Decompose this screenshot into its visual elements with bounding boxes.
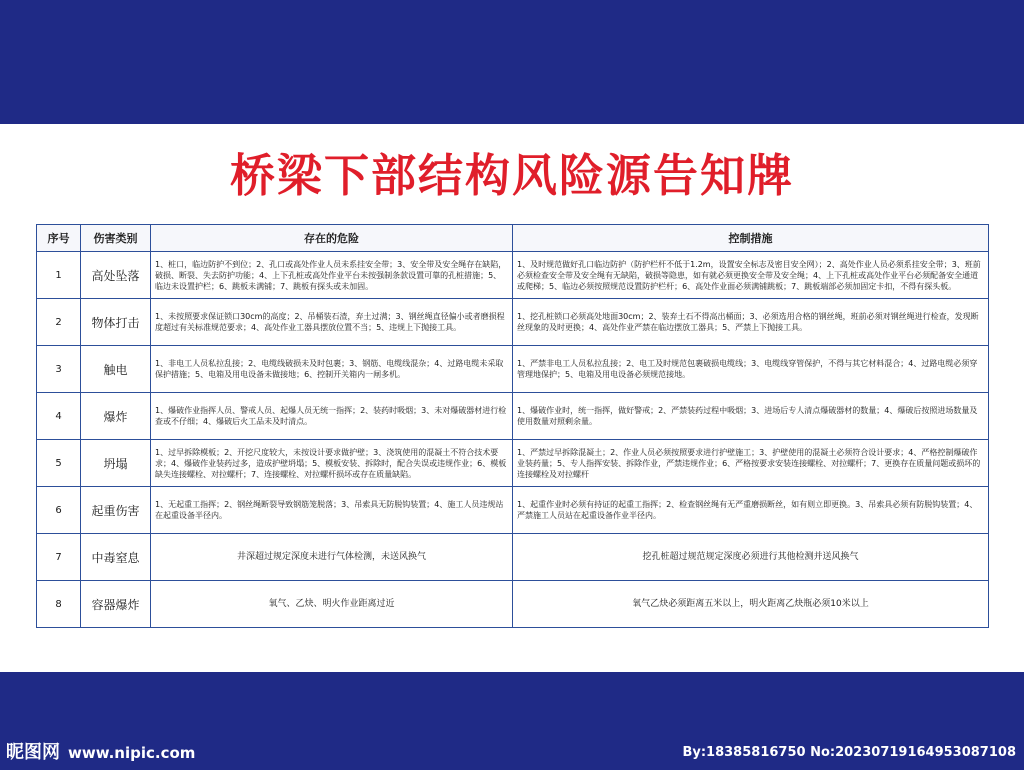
row-control: 1、起重作业时必须有持证的起重工指挥；2、检查钢丝绳有无严重磨损断丝，如有则立即更换。3、吊索具必须有防脱钩装置；4、严禁施工人员站在起重设备作业半径内。 <box>513 487 989 534</box>
row-control: 1、爆破作业时，统一指挥，做好警戒；2、严禁装药过程中吸烟；3、进场后专人清点爆破器材的数量；4、爆破后按照进场数量及使用数量对照剩余量。 <box>513 393 989 440</box>
row-no: 5 <box>37 440 81 487</box>
row-hazard: 1、无起重工指挥；2、钢丝绳断裂导致钢筋笼脱落；3、吊索具无防脱钩装置；4、施工人员违规站在起重设备半径内。 <box>151 487 513 534</box>
site-watermark <box>6 740 195 766</box>
row-no: 4 <box>37 393 81 440</box>
table-row <box>37 487 989 534</box>
row-hazard: 井深超过规定深度未进行气体检测，未送风换气 <box>151 534 513 581</box>
row-control: 1、严禁过早拆除混凝土；2、作业人员必须按照要求进行护壁施工；3、护壁使用的混凝土必须符合设计要求；4、严格控制爆破作业装药量；5、专人指挥安装、拆除作业，严禁违规作业；6、严格按要求安装连接螺栓、对拉螺杆；7、更换存在质量问题或损坏的连接螺栓及对拉螺杆 <box>513 440 989 487</box>
row-category: 物体打击 <box>81 299 151 346</box>
row-control: 挖孔桩超过规范规定深度必须进行其他检测并送风换气 <box>513 534 989 581</box>
row-no: 3 <box>37 346 81 393</box>
header-no: 序号 <box>37 225 81 252</box>
row-category: 坍塌 <box>81 440 151 487</box>
risk-table <box>36 224 989 628</box>
header-category: 伤害类别 <box>81 225 151 252</box>
row-hazard: 1、桩口，临边防护不到位；2、孔口或高处作业人员未系挂安全带；3、安全带及安全绳存在缺陷，破损、断裂、失去防护功能；4、上下孔桩或高处作业平台未按强制条款设置可靠的孔桩措施；5、临边未设置护栏；6、跳板未满铺；7、跳板有探头或未加固。 <box>151 252 513 299</box>
table-row <box>37 346 989 393</box>
row-no: 6 <box>37 487 81 534</box>
row-control: 1、及时规范做好孔口临边防护（防护栏杆不低于1.2m，设置安全标志及密目安全网）；2、高处作业人员必须系挂安全带；3、班前必须检查安全带及安全绳有无缺陷，破损等隐患，如有就必须更换安全带及安全绳；4、上下孔桩或高处作业平台必须配备安全通道或爬梯；5、临边必须按照规范设置防护栏杆；6、高处作业面必须满铺跳板；7、跳板端部必须加固定卡扣，不得有探头板。 <box>513 252 989 299</box>
row-category: 爆炸 <box>81 393 151 440</box>
header-hazard: 存在的危险 <box>151 225 513 252</box>
row-category: 触电 <box>81 346 151 393</box>
row-hazard: 1、爆破作业指挥人员、警戒人员、起爆人员无统一指挥；2、装药时吸烟；3、未对爆破器材进行检查或不仔细；4、爆破后火工品未及时清点。 <box>151 393 513 440</box>
upload-id-watermark: By:18385816750 No:20230719164953087108 <box>682 745 1016 760</box>
page-title: 桥梁下部结构风险源告知牌 <box>229 149 794 202</box>
row-hazard: 1、非电工人员私拉乱接；2、电缆线破损未及时包裹；3、钢筋、电缆线混杂；4、过路电缆未采取保护措施；5、电箱及用电设备未做接地；6、控制开关箱内一闸多机。 <box>151 346 513 393</box>
row-no: 1 <box>37 252 81 299</box>
table-header-row <box>37 225 989 252</box>
row-no: 7 <box>37 534 81 581</box>
row-hazard: 氧气、乙炔、明火作业距离过近 <box>151 581 513 628</box>
row-no: 8 <box>37 581 81 628</box>
row-category: 起重伤害 <box>81 487 151 534</box>
row-no: 2 <box>37 299 81 346</box>
row-control: 氧气乙炔必须距离五米以上，明火距离乙炔瓶必须10米以上 <box>513 581 989 628</box>
row-control: 1、挖孔桩锁口必须高处地面30cm；2、装弃土石不得高出桶面；3、必须选用合格的钢丝绳，班前必须对钢丝绳进行检查，发现断丝现象的及时更换；4、高处作业严禁在临边摆放工器具；5、严禁上下抛接工具。 <box>513 299 989 346</box>
row-category: 中毒窒息 <box>81 534 151 581</box>
row-category: 容器爆炸 <box>81 581 151 628</box>
row-control: 1、严禁非电工人员私拉乱接；2、电工及时规范包裹破损电缆线；3、电缆线穿管保护，不得与其它材料混合；4、过路电缆必须穿管理地保护；5、电箱及用电设备必须规范接地。 <box>513 346 989 393</box>
table-row <box>37 393 989 440</box>
table-row <box>37 299 989 346</box>
top-banner <box>0 0 1024 124</box>
table-row <box>37 581 989 628</box>
site-logo-text: 昵图网 <box>6 742 60 763</box>
table-row <box>37 534 989 581</box>
table-row <box>37 440 989 487</box>
row-hazard: 1、未按照要求保证锁口30cm的高度；2、吊桶装石渣，弃土过满；3、钢丝绳直径偏小或者磨损程度超过有关标准规范要求；4、高处作业工器具摆放位置不当；5、违规上下抛接工具。 <box>151 299 513 346</box>
row-hazard: 1、过早拆除模板；2、开挖尺度较大，未按设计要求做护壁；3、浇筑使用的混凝土不符合技术要求；4、爆破作业装药过多，造成护壁坍塌；5、模板安装、拆除时，配合失误或违规作业；6、模板缺失连接螺栓、对拉螺杆；7、连接螺栓、对拉螺杆损坏或存在质量缺陷。 <box>151 440 513 487</box>
header-control: 控制措施 <box>513 225 989 252</box>
table-row <box>37 252 989 299</box>
row-category: 高处坠落 <box>81 252 151 299</box>
site-url[interactable]: www.nipic.com <box>68 744 196 762</box>
